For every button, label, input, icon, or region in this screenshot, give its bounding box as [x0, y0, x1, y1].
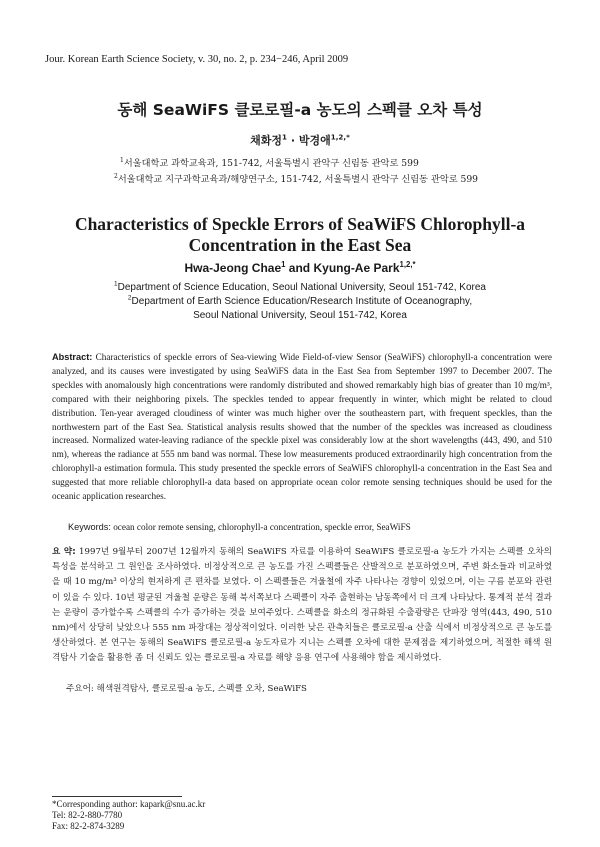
english-affiliation-2: [0, 296, 600, 307]
english-affil-2-text: Department of Earth Science Education/Research Institute of Oceanography,: [131, 296, 473, 307]
footnote-divider: [52, 796, 182, 797]
korean-keywords-label: 주요어:: [66, 684, 94, 694]
english-author-2-sup: 1,2,*: [399, 260, 416, 269]
keywords-text: ocean color remote sensing, chlorophyll-a concentration, speckle error, SeaWiFS: [113, 522, 411, 532]
english-authors: [0, 261, 600, 275]
author-and: and: [285, 261, 314, 275]
english-affiliation-3: Seoul National University, Seoul 151-742, Korea: [193, 310, 407, 321]
korean-abstract-label: 요 약:: [52, 547, 76, 557]
english-author-1-sup: 1: [281, 260, 286, 269]
korean-title: 동해 SeaWiFS 클로로필-a 농도의 스펙클 오차 특성: [117, 101, 483, 119]
korean-keywords: [66, 682, 307, 694]
korean-affil-1-text: 서울대학교 과학교육과, 151-742, 서울특별시 관악구 신림동 관악로 599: [123, 158, 419, 169]
english-affil-1-sup: 1: [114, 280, 118, 288]
english-author-1: Hwa-Jeong Chae: [184, 261, 282, 275]
footnote: [52, 799, 205, 833]
abstract-text: Characteristics of speckle errors of Sea-viewing Wide Field-of-view Sensor (SeaWiFS) chlorophyll-a concentration were analyzed, and its causes were investigated by using SeaWiFS data in the East Sea from September 1997 to December 2007. The speckles with anomalously high concentrations were randomly distributed and showed remarkably high bias of greater than 10 mg/m³, compared with their neighboring pixels. The speckles tended to appear frequently in winter, which might be related to cloud distribution. Ten-year averaged cloudiness of winter was much higher over the southeastern part, with frequent speckles, than the northwestern part of the East Sea. Statistical analysis results showed that the number of the speckles was increased as cloudiness increased. Normalized water-leaving radiance of the speckle pixel was considerably low at the short wavelengths (443, 490, and 510 nm), whereas the radiance at 555 nm band was normal. These low measurements produced extraordinarily high concentration from the chlorophyll-a estimation formula. This study presented the speckle errors of SeaWiFS chlorophyll-a concentration in the East Sea and suggested that more reliable chlorophyll-a data based on appropriate ocean color remote sensing techniques should be used for the oceanic application researches.: [52, 352, 552, 502]
corresponding-author: *Corresponding author: kapark@snu.ac.kr: [52, 799, 206, 809]
english-affil-1-text: Department of Science Education, Seoul National University, Seoul 151-742, Korea: [117, 282, 486, 293]
english-abstract: [52, 351, 552, 504]
english-author-2: Kyung-Ae Park: [313, 261, 400, 275]
english-affiliation-1: [0, 282, 600, 293]
english-affil-2-sup: 2: [127, 294, 132, 302]
abstract-label: Abstract:: [52, 352, 93, 362]
english-title-line-1: Characteristics of Speckle Errors of SeaWiFS Chlorophyll-a: [74, 214, 526, 234]
korean-author-1-sup: 1: [282, 132, 287, 142]
author-separator: ·: [287, 134, 299, 147]
korean-abstract: [52, 545, 552, 667]
korean-author-2-sup: 1,2,*: [330, 132, 350, 142]
korean-affil-1-sup: 1: [120, 156, 124, 164]
fax: Fax: 82-2-874-3289: [52, 821, 125, 832]
telephone: Tel: 82-2-880-7780: [52, 810, 123, 821]
korean-author-1: 채화정: [250, 134, 283, 147]
english-title-line-2: Concentration in the East Sea: [188, 235, 412, 255]
korean-authors: [0, 132, 600, 148]
korean-author-2: 박경애: [298, 134, 331, 147]
keywords-label: Keywords:: [68, 522, 111, 532]
journal-citation: Jour. Korean Earth Science Society, v. 30, no. 2, p. 234−246, April 2009: [45, 54, 349, 65]
english-title: [0, 214, 600, 256]
korean-affil-2-text: 서울대학교 지구과학교육과/해양연구소, 151-742, 서울특별시 관악구 신림동 관악로 599: [117, 174, 479, 185]
korean-abstract-text: 1997년 9월부터 2007년 12월까지 동해의 SeaWiFS 자료를 이용하여 SeaWiFS 클로로필-a 농도가 가지는 스펙클 오차의 특성을 분석하고 그 원인을 조사하였다. 비정상적으로 큰 농도를 가진 스펙클들은 산발적으로 분포하였으며, 주변 화소들과 비교하였을 때 10 mg/m³ 이상의 현저하게 큰 편차를 보였다. 이 스펙클들은 겨울철에 자주 나타나는 경향이 있었으며, 이는 구름 분포와 관련이 있을 수 있다. 10년 평균된 겨울철 운량은 동해 북서쪽보다 스펙클이 자주 출현하는 남동쪽에서 더 크게 나타났다. 통계적 분석 결과는 운량이 증가할수록 스펙클의 수가 증가하는 것을 보여주었다. 스펙클을 화소의 정규화된 수출광량은 단파장 영역(443, 490, 510 nm)에서 상당히 낮았으나 555 nm 파장대는 정상적이었다. 이러한 낮은 관측치들은 클로로필-a 산출 식에서 비정상적으로 큰 농도를 생산하였다. 본 연구는 동해의 SeaWiFS 클로로필-a 농도자료가 지니는 스펙클 오차에 대한 문제점을 제기하였으며, 적절한 해색 원격탐사 기술을 활용한 좀 더 신뢰도 있는 클로로필-a 자료를 해양 응용 연구에 사용해야 함을 제시하였다.: [52, 547, 552, 664]
korean-affiliation-1: [120, 155, 419, 169]
english-keywords: [68, 522, 411, 532]
korean-keywords-text: 해색원격탐사, 클로로필-a 농도, 스펙클 오차, SeaWiFS: [96, 684, 307, 694]
korean-affiliation-2: [114, 171, 478, 185]
korean-affil-2-sup: 2: [114, 172, 118, 180]
